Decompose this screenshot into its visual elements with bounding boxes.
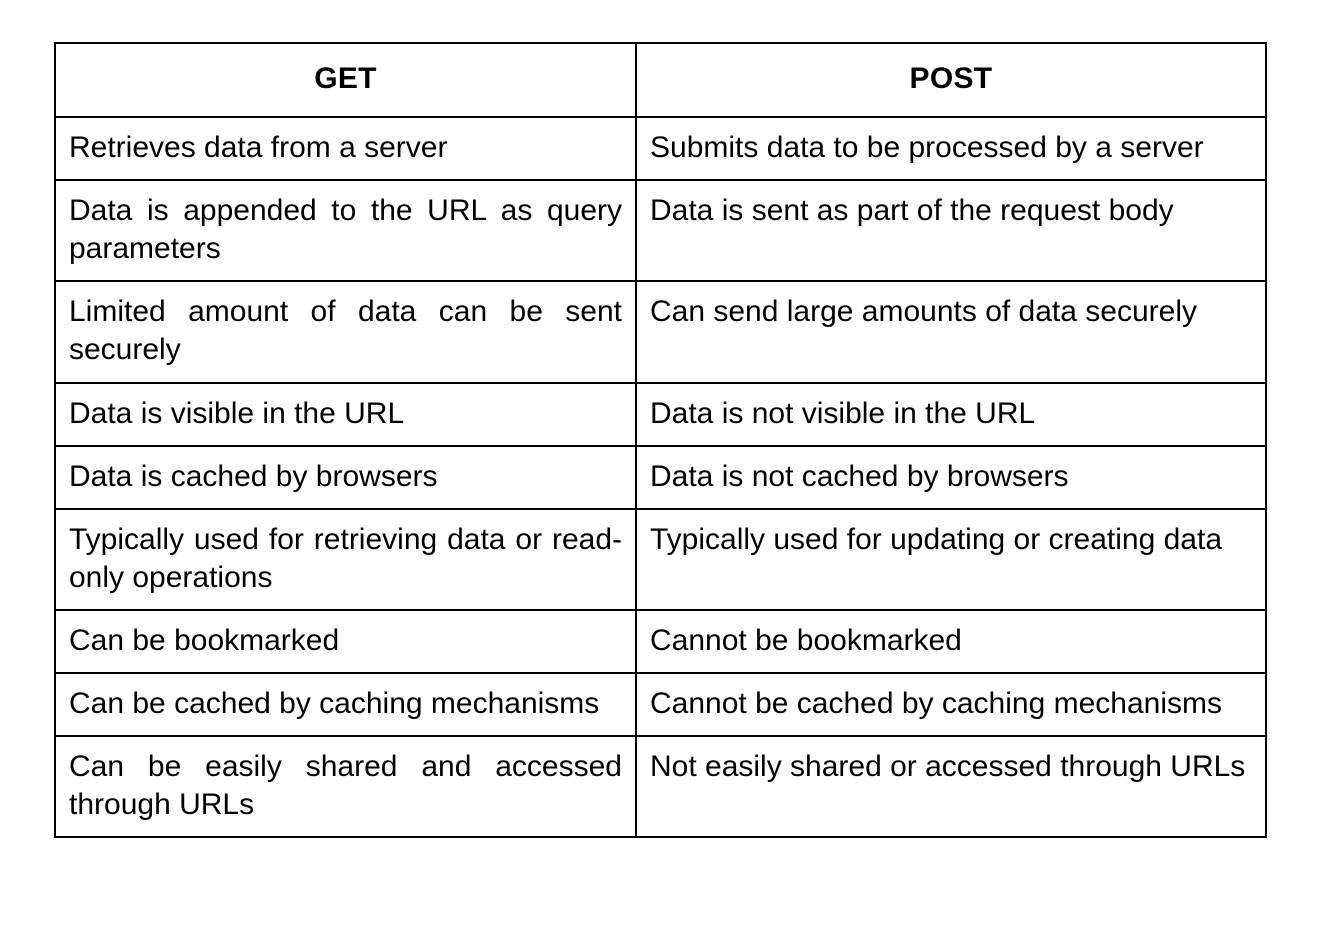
table-row bbox=[55, 446, 1266, 509]
cell-post: Can send large amounts of data securely bbox=[636, 281, 1266, 382]
cell-post: Typically used for updating or creating data bbox=[636, 509, 1266, 610]
cell-post: Cannot be cached by caching mechanisms bbox=[636, 673, 1266, 736]
get-vs-post-table bbox=[54, 42, 1267, 838]
comparison-table-container bbox=[54, 42, 1265, 838]
cell-get: Data is visible in the URL bbox=[55, 383, 636, 446]
table-row bbox=[55, 509, 1266, 610]
cell-get: Retrieves data from a server bbox=[55, 117, 636, 180]
cell-post: Submits data to be processed by a server bbox=[636, 117, 1266, 180]
cell-post: Data is not visible in the URL bbox=[636, 383, 1266, 446]
table-row bbox=[55, 281, 1266, 382]
cell-get: Can be easily shared and accessed through URLs bbox=[55, 736, 636, 837]
cell-get: Data is cached by browsers bbox=[55, 446, 636, 509]
table-row bbox=[55, 117, 1266, 180]
column-header-post: POST bbox=[636, 43, 1266, 117]
table-row bbox=[55, 383, 1266, 446]
table-body bbox=[55, 117, 1266, 837]
table-header bbox=[55, 43, 1266, 117]
cell-post: Data is sent as part of the request body bbox=[636, 180, 1266, 281]
table-row bbox=[55, 180, 1266, 281]
cell-post: Not easily shared or accessed through URLs bbox=[636, 736, 1266, 837]
cell-post: Data is not cached by browsers bbox=[636, 446, 1266, 509]
column-header-get: GET bbox=[55, 43, 636, 117]
table-row bbox=[55, 736, 1266, 837]
cell-post: Cannot be bookmarked bbox=[636, 610, 1266, 673]
header-row bbox=[55, 43, 1266, 117]
table-row bbox=[55, 673, 1266, 736]
cell-get: Limited amount of data can be sent securely bbox=[55, 281, 636, 382]
table-row bbox=[55, 610, 1266, 673]
cell-get: Typically used for retrieving data or read-only operations bbox=[55, 509, 636, 610]
cell-get: Can be bookmarked bbox=[55, 610, 636, 673]
cell-get: Data is appended to the URL as query parameters bbox=[55, 180, 636, 281]
cell-get: Can be cached by caching mechanisms bbox=[55, 673, 636, 736]
